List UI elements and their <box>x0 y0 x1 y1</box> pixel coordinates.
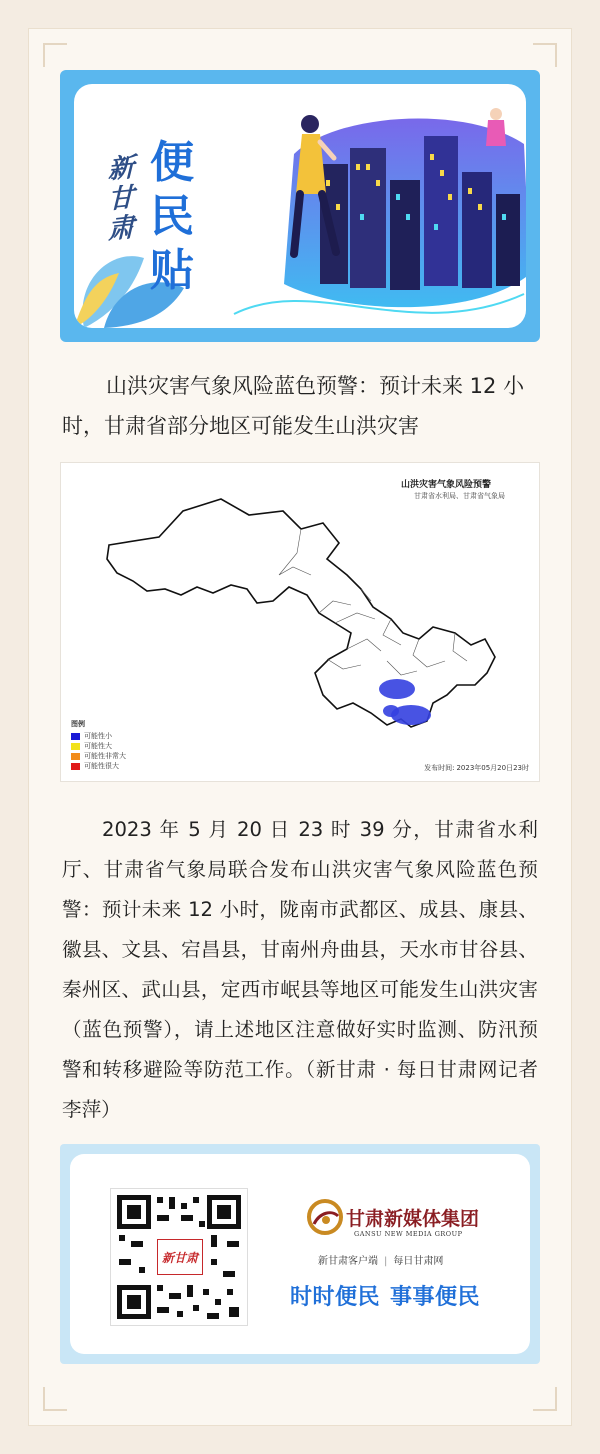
map-title: 山洪灾害气象风险预警 <box>400 480 491 490</box>
headline: 山洪灾害气象风险蓝色预警：预计未来 12 小时，甘肃省部分地区可能发生山洪灾害 <box>62 374 525 438</box>
warning-map <box>60 462 540 782</box>
banner-title: 便民贴 <box>150 137 194 296</box>
legend-swatch <box>71 743 80 750</box>
publish-label: 发布时间: <box>424 764 455 772</box>
legend-title: 图例 <box>71 720 85 728</box>
footer-card <box>60 1144 540 1364</box>
legend-label: 可能性非常大 <box>84 752 126 760</box>
city-illustration <box>224 84 526 328</box>
divider: | <box>384 1256 388 1267</box>
legend-label: 可能性大 <box>84 742 112 750</box>
publish-time <box>424 763 529 773</box>
publish-value: 2023年05月20日23时 <box>456 764 529 772</box>
slogan-part-1: 时时便民 <box>290 1285 381 1310</box>
legend-swatch <box>71 733 80 740</box>
qr-code[interactable] <box>110 1188 248 1326</box>
gansu-map <box>61 463 539 781</box>
frame-corner <box>533 43 557 67</box>
app-links <box>318 1252 443 1267</box>
legend-item <box>71 761 126 771</box>
legend-item <box>71 741 126 751</box>
frame-corner <box>43 43 67 67</box>
legend-item <box>71 731 126 741</box>
app-link-web[interactable]: 每日甘肃网 <box>393 1256 444 1267</box>
legend-swatch <box>71 763 80 770</box>
brand-script: 新甘肃 <box>107 152 134 246</box>
group-name-en: GANSU NEW MEDIA GROUP <box>354 1230 463 1238</box>
legend-label: 可能性很大 <box>84 762 119 770</box>
slogan-part-2: 事事便民 <box>390 1285 481 1310</box>
frame-corner <box>43 1387 67 1411</box>
frame-corner <box>533 1387 557 1411</box>
banner-inner <box>74 84 526 328</box>
group-logo-icon <box>306 1198 344 1236</box>
group-name: 甘肃新媒体集团 <box>346 1208 480 1230</box>
legend-item <box>71 751 126 761</box>
app-link-client[interactable]: 新甘肃客户端 <box>318 1256 378 1267</box>
slogan <box>290 1280 490 1311</box>
map-issuers: 甘肃省水利局、甘肃省气象局 <box>414 492 505 500</box>
banner <box>60 70 540 342</box>
legend-swatch <box>71 753 80 760</box>
legend-label: 可能性小 <box>84 732 112 740</box>
footer-inner <box>70 1154 530 1354</box>
article-body: 2023 年 5 月 20 日 23 时 39 分，甘肃省水利厅、甘肃省气象局联合发布山洪灾害气象风险蓝色预警：预计未来 12 小时，陇南市武都区、成县、康县、徽县、文县、宕昌县，甘南州舟曲县，天水市甘谷县、秦州区、武山县，定西市岷县等地区可能发生山洪灾害（蓝色预警），请上述地区注意做好实时监测、防汛预警和转移避险等防范工作。（新甘肃 · 每日甘肃网记者李萍） <box>62 818 538 1121</box>
map-legend <box>71 719 126 771</box>
qr-logo-badge: 新甘肃 <box>157 1239 203 1275</box>
